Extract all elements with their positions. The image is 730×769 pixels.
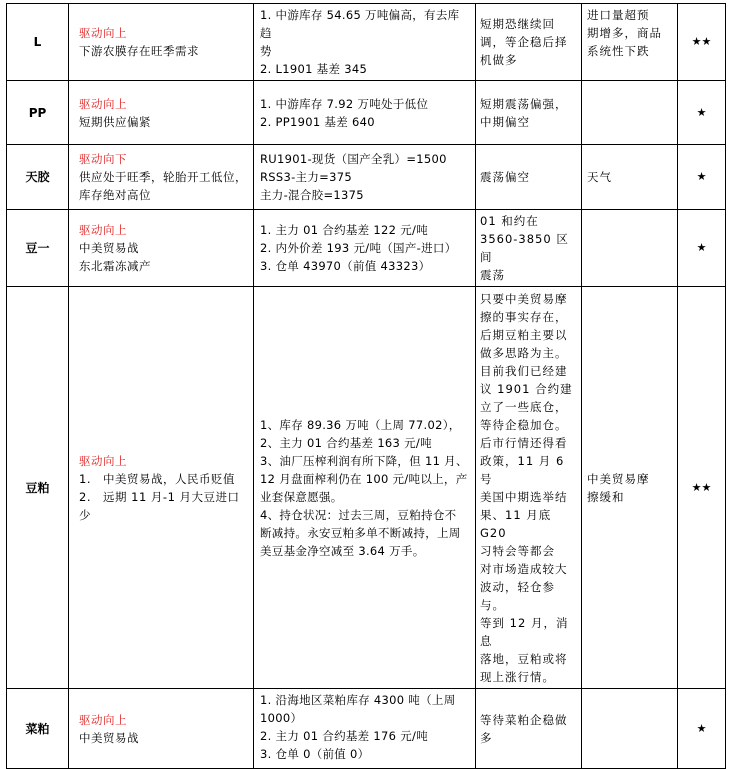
- drive-line: 短期供应偏紧: [79, 114, 151, 129]
- drive-line: 中美贸易战: [79, 241, 139, 255]
- view-cell: [476, 287, 582, 689]
- fundamentals-cell: [254, 81, 476, 145]
- drive-cell: [69, 287, 254, 689]
- drive-line: 驱动向上: [79, 453, 127, 468]
- drive-line: 驱动向上: [79, 223, 127, 237]
- view-line: 习特会等都会: [480, 544, 555, 558]
- drive-line: 驱动向上: [79, 712, 127, 727]
- risk-note-cell: [582, 81, 678, 145]
- drive-line: 库存绝对高位: [79, 188, 151, 202]
- risk-note-cell: [582, 145, 678, 210]
- view-cell: [476, 4, 582, 81]
- risk-note-cell: [582, 4, 678, 81]
- fundamentals-line: RU1901-现货（国产全乳）=1500: [260, 152, 447, 166]
- view-line: 机做多: [480, 53, 518, 67]
- fundamentals-line: 3. 仓单 43970（前值 43323）: [260, 259, 431, 273]
- view-line: 3560-3850 区间: [480, 232, 569, 264]
- fundamentals-line: 1000）: [260, 711, 303, 725]
- fundamentals-line: 2. 内外价差 193 元/吨（国产-进口）: [260, 241, 457, 255]
- view-line: 政策，11 月 6 号: [480, 454, 565, 486]
- fundamentals-line: 断减持。永安豆粕多单不断减持，上周: [260, 525, 461, 540]
- drive-cell: [69, 689, 254, 769]
- fundamentals-cell: [254, 689, 476, 769]
- fundamentals-line: 12 月盘面榨利仍在 100 元/吨以上，产: [260, 471, 468, 486]
- view-line: 现上涨行情。: [480, 670, 555, 684]
- fundamentals-line: 1. 中游库存 7.92 万吨处于低位: [260, 96, 429, 111]
- view-line: 震荡偏空: [480, 170, 530, 184]
- view-line: 短期震荡偏强，: [480, 96, 568, 111]
- risk-note-line: 期增多，商品: [587, 26, 662, 40]
- drive-line: 驱动向上: [79, 26, 127, 40]
- drive-line: 驱动向上: [79, 96, 127, 111]
- view-line: 短期恐继续回: [480, 17, 555, 31]
- fundamentals-cell: [254, 4, 476, 81]
- view-cell: [476, 210, 582, 287]
- star-rating: ★★: [678, 287, 726, 689]
- star-rating: ★★: [678, 4, 726, 81]
- fundamentals-line: RSS3-主力=375: [260, 170, 352, 184]
- fundamentals-line: 1. 主力 01 合约基差 122 元/吨: [260, 223, 429, 237]
- risk-note-line: 进口量超预: [587, 8, 650, 22]
- drive-cell: [69, 4, 254, 81]
- view-line: 擦的事实存在，: [480, 310, 568, 324]
- risk-note-line: 擦缓和: [587, 489, 625, 504]
- view-cell: [476, 689, 582, 769]
- view-line: 多: [480, 730, 493, 745]
- fundamentals-line: 3. 仓单 0（前值 0）: [260, 747, 370, 761]
- view-line: 只要中美贸易摩: [480, 292, 568, 306]
- view-line: 后市行情还得看: [480, 436, 568, 450]
- drive-line: 驱动向下: [79, 152, 127, 166]
- table-body: [7, 4, 726, 769]
- commodity-name: L: [7, 4, 69, 81]
- fundamentals-cell: [254, 145, 476, 210]
- table-row: [7, 81, 726, 145]
- table-row: [7, 4, 726, 81]
- risk-note-cell: [582, 287, 678, 689]
- view-line: 对市场造成较大: [480, 562, 568, 576]
- table-row: [7, 287, 726, 689]
- view-cell: [476, 145, 582, 210]
- fundamentals-line: 1、库存 89.36 万吨（上周 77.02），: [260, 417, 461, 432]
- commodity-name: PP: [7, 81, 69, 145]
- drive-cell: [69, 210, 254, 287]
- risk-note-line: 中美贸易摩: [587, 471, 650, 486]
- fundamentals-line: 4、持仓状况：过去三周，豆粕持仓不: [260, 507, 457, 522]
- drive-cell: [69, 145, 254, 210]
- star-rating: ★: [678, 81, 726, 145]
- star-rating: ★: [678, 210, 726, 287]
- fundamentals-line: 2. L1901 基差 345: [260, 62, 368, 76]
- risk-note-line: 天气: [587, 170, 612, 184]
- view-line: 做多思路为主。: [480, 346, 568, 360]
- view-line: 后期豆粕主要以: [480, 328, 568, 342]
- view-line: 立了一些底仓，: [480, 400, 568, 414]
- fundamentals-line: 1. 中游库存 54.65 万吨偏高，有去库趋: [260, 8, 460, 40]
- view-line: 中期偏空: [480, 114, 530, 129]
- fundamentals-line: 3、油厂压榨利润有所下降，但 11 月、: [260, 453, 468, 468]
- drive-line: 供应处于旺季，轮胎开工低位，: [79, 170, 247, 184]
- table-row: [7, 210, 726, 287]
- view-line: 调，等企稳后择: [480, 35, 568, 49]
- table-row: [7, 145, 726, 210]
- view-line: 果、11 月底 G20: [480, 508, 552, 540]
- view-line: 等到 12 月，消息: [480, 616, 569, 648]
- fundamentals-line: 主力-混合胶=1375: [260, 188, 364, 202]
- star-rating: ★: [678, 689, 726, 769]
- commodity-name: 豆一: [7, 210, 69, 287]
- view-cell: [476, 81, 582, 145]
- table-row: [7, 689, 726, 769]
- drive-line: 2. 远期 11 月-1 月大豆进口少: [79, 489, 240, 522]
- commodity-name: 天胶: [7, 145, 69, 210]
- drive-line: 1. 中美贸易战，人民币贬值: [79, 471, 235, 486]
- risk-note-line: 系统性下跌: [587, 44, 650, 58]
- fundamentals-cell: [254, 210, 476, 287]
- view-line: 波动，轻仓参与。: [480, 580, 555, 612]
- star-rating: ★: [678, 145, 726, 210]
- view-line: 落地，豆粕或将: [480, 652, 568, 666]
- fundamentals-line: 美豆基金净空减至 3.64 万手。: [260, 543, 425, 558]
- commodity-table: [6, 3, 726, 769]
- view-line: 等待企稳加仓。: [480, 418, 568, 432]
- drive-line: 东北霜冻减产: [79, 259, 151, 273]
- fundamentals-line: 2. PP1901 基差 640: [260, 114, 375, 129]
- drive-line: 中美贸易战: [79, 730, 139, 745]
- view-line: 目前我们已经建: [480, 364, 568, 378]
- view-line: 01 和约在: [480, 214, 539, 228]
- commodity-name: 豆粕: [7, 287, 69, 689]
- view-line: 等待菜粕企稳做: [480, 712, 568, 727]
- commodity-name: 菜粕: [7, 689, 69, 769]
- view-line: 美国中期选举结: [480, 490, 568, 504]
- fundamentals-cell: [254, 287, 476, 689]
- drive-cell: [69, 81, 254, 145]
- risk-note-cell: [582, 689, 678, 769]
- view-line: 议 1901 合约建: [480, 382, 573, 396]
- view-line: 震荡: [480, 268, 505, 282]
- fundamentals-line: 2. 主力 01 合约基差 176 元/吨: [260, 729, 429, 743]
- fundamentals-line: 1. 沿海地区菜粕库存 4300 吨（上周: [260, 693, 456, 707]
- fundamentals-line: 势: [260, 44, 272, 58]
- drive-line: 下游农膜存在旺季需求: [79, 44, 199, 58]
- risk-note-cell: [582, 210, 678, 287]
- fundamentals-line: 2、主力 01 合约基差 163 元/吨: [260, 435, 432, 450]
- fundamentals-line: 业套保意愿强。: [260, 489, 343, 504]
